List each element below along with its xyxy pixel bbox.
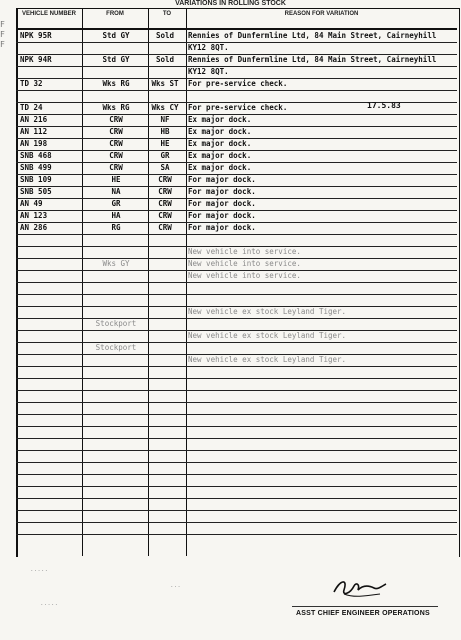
from-cell: CRW <box>109 163 123 172</box>
reason-cell: Ex major dock. <box>188 115 252 124</box>
header-vehicle-number: VEHICLE NUMBER <box>21 11 76 17</box>
signature-line <box>292 606 438 607</box>
vehicle-number-cell <box>20 402 80 414</box>
from-cell <box>84 414 148 426</box>
from-cell: Wks RG <box>102 79 130 88</box>
vehicle-number-cell: AN 198 <box>20 139 48 148</box>
vehicle-number-cell <box>20 270 80 282</box>
vehicle-number-cell <box>20 414 80 426</box>
to-cell <box>148 510 182 522</box>
to-cell: HB <box>160 127 170 136</box>
from-cell: Stockport <box>95 343 137 352</box>
from-cell: Wks RG <box>102 103 130 112</box>
to-cell <box>148 42 182 54</box>
reason-cell: New vehicle ex stock Leyland Tiger. <box>188 331 347 340</box>
to-cell: HE <box>160 139 170 148</box>
from-cell <box>84 522 148 534</box>
to-cell <box>148 450 182 462</box>
reason-cell <box>188 402 456 414</box>
from-cell <box>84 42 148 54</box>
to-cell <box>148 378 182 390</box>
reason-cell: Ex major dock. <box>188 163 252 172</box>
reason-cell: For pre-service check. <box>188 103 288 112</box>
reason-cell <box>188 90 456 102</box>
from-cell: Std GY <box>102 55 130 64</box>
reason-cell <box>188 366 456 378</box>
from-cell: RG <box>111 223 121 232</box>
to-cell: CRW <box>158 211 172 220</box>
reason-cell: For major dock. <box>188 187 256 196</box>
from-cell <box>84 378 148 390</box>
from-cell <box>84 402 148 414</box>
from-cell: HA <box>111 211 121 220</box>
to-cell <box>148 90 182 102</box>
vehicle-number-cell <box>20 378 80 390</box>
vehicle-number-cell: SNB 468 <box>20 151 52 160</box>
from-cell <box>84 306 148 318</box>
reason-cell <box>188 498 456 510</box>
reason-cell <box>188 318 456 330</box>
from-cell <box>84 282 148 294</box>
vehicle-number-cell <box>20 258 80 270</box>
from-cell <box>84 246 148 258</box>
reason-cell: New vehicle into service. <box>188 259 301 268</box>
reason-cell: For major dock. <box>188 175 256 184</box>
to-cell <box>148 294 182 306</box>
from-cell <box>84 390 148 402</box>
vehicle-number-cell <box>20 90 80 102</box>
from-cell: Std GY <box>102 31 130 40</box>
reason-cell <box>188 450 456 462</box>
reason-cell <box>188 522 456 534</box>
reason-cell: Ex major dock. <box>188 127 252 136</box>
left-margin-marks: F F F <box>0 20 5 49</box>
from-cell: CRW <box>109 139 123 148</box>
reason-cell <box>188 486 456 498</box>
date-note: 17.5.83 <box>367 101 401 110</box>
table-row <box>16 522 457 535</box>
vehicle-number-cell: NPK 95R <box>20 31 52 40</box>
from-cell: NA <box>111 187 121 196</box>
vehicle-number-cell: SNB 109 <box>20 175 52 184</box>
faint-footer-mark: ... <box>170 582 181 589</box>
reason-cell <box>188 462 456 474</box>
vehicle-number-cell: AN 286 <box>20 223 48 232</box>
reason-cell <box>188 426 456 438</box>
from-cell: Wks GY <box>102 259 130 268</box>
from-cell <box>84 498 148 510</box>
from-cell <box>84 438 148 450</box>
signature-image <box>330 574 390 602</box>
reason-cell: For major dock. <box>188 199 256 208</box>
from-cell: CRW <box>109 151 123 160</box>
from-cell <box>84 354 148 366</box>
reason-cell: KY12 8QT. <box>188 43 229 52</box>
from-cell <box>84 474 148 486</box>
vehicle-number-cell <box>20 318 80 330</box>
from-cell <box>84 450 148 462</box>
from-cell <box>84 234 148 246</box>
vehicle-number-cell <box>20 306 80 318</box>
from-cell <box>84 66 148 78</box>
to-cell <box>148 486 182 498</box>
to-cell <box>148 258 182 270</box>
vehicle-number-cell <box>20 462 80 474</box>
vehicle-number-cell <box>20 294 80 306</box>
vehicle-number-cell: AN 216 <box>20 115 48 124</box>
to-cell <box>148 390 182 402</box>
reason-cell: KY12 8QT. <box>188 67 229 76</box>
to-cell <box>148 342 182 354</box>
document-title: VARIATIONS IN ROLLING STOCK <box>175 0 286 7</box>
to-cell <box>148 438 182 450</box>
to-cell: Sold <box>155 31 175 40</box>
reason-cell: For major dock. <box>188 223 256 232</box>
to-cell: Wks ST <box>151 79 179 88</box>
to-cell <box>148 426 182 438</box>
vehicle-number-cell <box>20 342 80 354</box>
reason-cell: For pre-service check. <box>188 79 288 88</box>
reason-cell: For major dock. <box>188 211 256 220</box>
to-cell: CRW <box>158 187 172 196</box>
vehicle-number-cell: TD 32 <box>20 79 43 88</box>
vehicle-number-cell: AN 123 <box>20 211 48 220</box>
from-cell: GR <box>111 199 121 208</box>
from-cell: HE <box>111 175 121 184</box>
vehicle-number-cell <box>20 486 80 498</box>
to-cell <box>148 318 182 330</box>
vehicle-number-cell: AN 112 <box>20 127 48 136</box>
vehicle-number-cell: AN 49 <box>20 199 43 208</box>
vehicle-number-cell <box>20 498 80 510</box>
signature-title: ASST CHIEF ENGINEER OPERATIONS <box>296 610 430 617</box>
from-cell <box>84 462 148 474</box>
vehicle-number-cell <box>20 282 80 294</box>
reason-cell: New vehicle into service. <box>188 271 301 280</box>
from-cell <box>84 366 148 378</box>
reason-cell: New vehicle ex stock Leyland Tiger. <box>188 355 347 364</box>
reason-cell <box>188 474 456 486</box>
faint-footer-mark: ..... <box>40 600 59 607</box>
reason-cell: New vehicle ex stock Leyland Tiger. <box>188 307 347 316</box>
vehicle-number-cell: NPK 94R <box>20 55 52 64</box>
to-cell: Wks CY <box>151 103 179 112</box>
from-cell <box>84 270 148 282</box>
vehicle-number-cell <box>20 438 80 450</box>
reason-cell <box>188 390 456 402</box>
reason-cell: Ex major dock. <box>188 151 252 160</box>
reason-cell <box>188 414 456 426</box>
vehicle-number-cell: SNB 505 <box>20 187 52 196</box>
vehicle-number-cell <box>20 522 80 534</box>
to-cell: CRW <box>158 175 172 184</box>
vehicle-number-cell <box>20 330 80 342</box>
to-cell: GR <box>160 151 170 160</box>
vehicle-number-cell <box>20 510 80 522</box>
to-cell <box>148 414 182 426</box>
to-cell <box>148 522 182 534</box>
to-cell <box>148 354 182 366</box>
vehicle-number-cell <box>20 354 80 366</box>
to-cell <box>148 402 182 414</box>
reason-cell: Rennies of Dunfermline Ltd, 84 Main Street, Cairneyhill <box>188 31 437 40</box>
to-cell <box>148 330 182 342</box>
to-cell <box>148 498 182 510</box>
from-cell <box>84 510 148 522</box>
header-from: FROM <box>106 11 124 17</box>
from-cell <box>84 90 148 102</box>
header-to: TO <box>162 11 172 17</box>
from-cell <box>84 330 148 342</box>
from-cell: CRW <box>109 115 123 124</box>
from-cell <box>84 486 148 498</box>
to-cell: CRW <box>158 223 172 232</box>
vehicle-number-cell <box>20 474 80 486</box>
reason-cell <box>188 294 456 306</box>
to-cell <box>148 270 182 282</box>
to-cell: NF <box>160 115 170 124</box>
to-cell: SA <box>160 163 170 172</box>
reason-cell <box>188 282 456 294</box>
vehicle-number-cell: SNB 499 <box>20 163 52 172</box>
reason-cell <box>188 342 456 354</box>
reason-cell <box>188 378 456 390</box>
from-cell <box>84 426 148 438</box>
from-cell: Stockport <box>95 319 137 328</box>
to-cell: Sold <box>155 55 175 64</box>
vehicle-number-cell <box>20 390 80 402</box>
reason-cell: Ex major dock. <box>188 139 252 148</box>
to-cell <box>148 246 182 258</box>
reason-cell <box>188 510 456 522</box>
faint-footer-mark: ..... <box>30 566 49 573</box>
header-reason: REASON FOR VARIATION <box>284 11 359 17</box>
vehicle-number-cell: TD 24 <box>20 103 43 112</box>
reason-cell <box>188 234 456 246</box>
vehicle-number-cell <box>20 246 80 258</box>
vehicle-number-cell <box>20 450 80 462</box>
to-cell: CRW <box>158 199 172 208</box>
to-cell <box>148 366 182 378</box>
to-cell <box>148 474 182 486</box>
to-cell <box>148 462 182 474</box>
to-cell <box>148 306 182 318</box>
reason-cell: New vehicle into service. <box>188 247 301 256</box>
vehicle-number-cell <box>20 366 80 378</box>
vehicle-number-cell <box>20 234 80 246</box>
to-cell <box>148 66 182 78</box>
to-cell <box>148 234 182 246</box>
reason-cell: Rennies of Dunfermline Ltd, 84 Main Street, Cairneyhill <box>188 55 437 64</box>
vehicle-number-cell <box>20 66 80 78</box>
vehicle-number-cell <box>20 426 80 438</box>
to-cell <box>148 282 182 294</box>
from-cell <box>84 294 148 306</box>
reason-cell <box>188 438 456 450</box>
vehicle-number-cell <box>20 42 80 54</box>
from-cell: CRW <box>109 127 123 136</box>
